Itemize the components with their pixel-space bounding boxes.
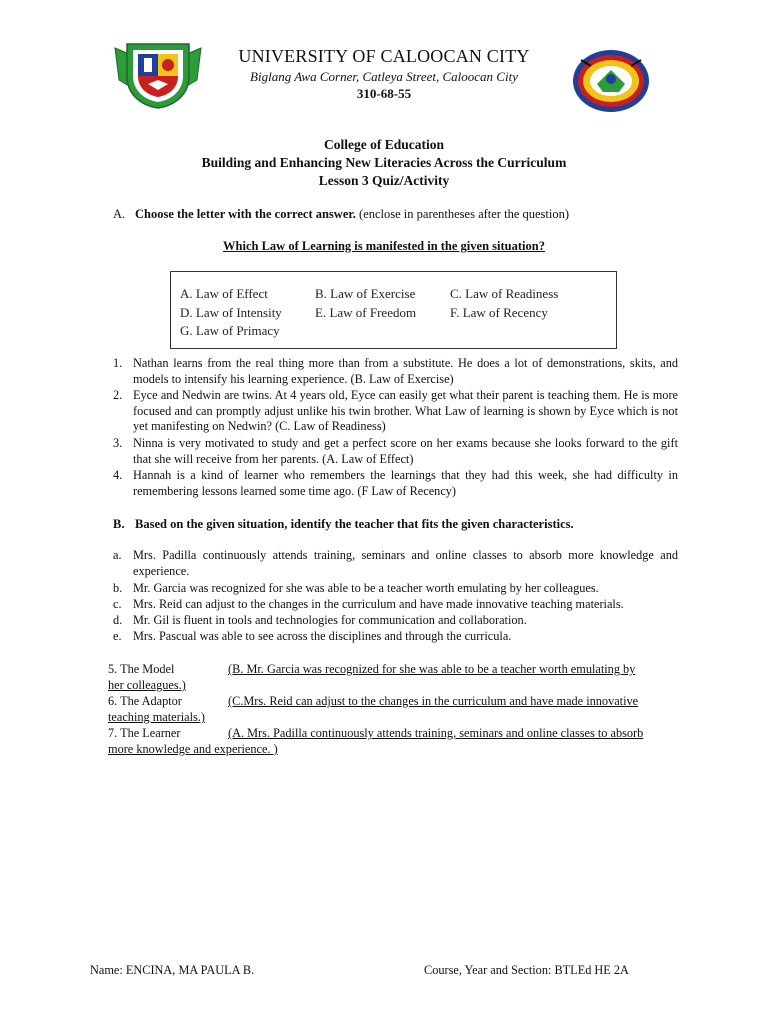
university-address: Biglang Awa Corner, Catleya Street, Caloocan City (250, 69, 518, 84)
section-b-instruction (113, 517, 574, 532)
course-title: Building and Enhancing New Literacies Across the Curriculum (201, 155, 567, 170)
section-b-list (113, 548, 678, 648)
choice-d: D. Law of Intensity (180, 305, 282, 320)
list-item: d. Mr. Gil is fluent in tools and technologies for communication and collaboration. (113, 613, 527, 627)
choice-a: A. Law of Effect (180, 286, 268, 301)
list-item: 4. Hannah is a kind of learner who remembers the learnings that they had this week, she had difficulty in remembering lessons learned some time ago. (F Law of Recency) (113, 468, 678, 498)
choices-box (170, 271, 617, 349)
list-item: 3. Ninna is very motivated to study and get a perfect score on her exams because she looks forward to the gift that she will receive from her parents. (A. Law of Effect) (113, 436, 678, 466)
answer-label-model: 5. The Model (108, 662, 175, 676)
list-item: 2. Eyce and Nedwin are twins. At 4 years old, Eyce can easily get what their parent is teaching them. He is more focused and can promptly adjust unlike his twin brother. What Law of learning is shown by Eyce which is not yet manifesting on Nedwin? (C. Law of Readiness) (113, 388, 678, 433)
lesson-title: Lesson 3 Quiz/Activity (318, 173, 450, 188)
section-a-instruction (113, 207, 569, 222)
answer-line-model: (B. Mr. Garcia was recognized for she was able to be a teacher worth emulating by (228, 662, 636, 676)
choice-f: F. Law of Recency (450, 305, 548, 320)
choice-c: C. Law of Readiness (450, 286, 559, 301)
section-b-letter: B. (113, 517, 125, 531)
college-title: College of Education (324, 137, 444, 152)
list-item: a. Mrs. Padilla continuously attends training, seminars and online classes to absorb more knowledge and experience. (113, 548, 678, 578)
section-a-letter: A. (113, 207, 126, 221)
list-item: c. Mrs. Reid can adjust to the changes in the curriculum and have made innovative teaching materials. (113, 597, 624, 611)
course-section: Course, Year and Section: BTLEd HE 2A (424, 963, 629, 977)
answer-label-learner: 7. The Learner (108, 726, 181, 740)
choice-e: E. Law of Freedom (315, 305, 417, 320)
answer-cont-learner: more knowledge and experience. ) (108, 742, 278, 756)
answer-cont-model: her colleagues.) (108, 678, 186, 692)
section-a-list (113, 356, 678, 506)
student-name: Name: ENCINA, MA PAULA B. (90, 963, 255, 977)
answer-label-adaptor: 6. The Adaptor (108, 694, 182, 708)
list-item: 1. Nathan learns from the real thing more than from a substitute. He does a lot of demonstrations, skits, and models to intensify his learning experience. (B. Law of Exercise) (113, 356, 678, 386)
choice-g: G. Law of Primacy (180, 323, 280, 338)
answer-cont-adaptor: teaching materials.) (108, 710, 205, 724)
choice-b: B. Law of Exercise (315, 286, 416, 301)
answer-line-learner: (A. Mrs. Padilla continuously attends training, seminars and online classes to absorb (228, 726, 644, 740)
list-item: b. Mr. Garcia was recognized for she was able to be a teacher worth emulating by her colleagues. (113, 581, 599, 595)
section-a-instruction-bold: Choose the letter with the correct answer. (135, 207, 356, 221)
section-a-instruction-rest: (enclose in parentheses after the question) (355, 207, 570, 221)
university-name: UNIVERSITY OF CALOOCAN CITY (238, 46, 530, 66)
university-phone: 310-68-55 (356, 86, 412, 101)
section-a-question: Which Law of Learning is manifested in the given situation? (223, 239, 545, 253)
answer-line-adaptor: (C.Mrs. Reid can adjust to the changes in the curriculum and have made innovative (228, 694, 639, 708)
list-item: e. Mrs. Pascual was able to see across the disciplines and through the curricula. (113, 629, 512, 643)
section-b-instruction-text: Based on the given situation, identify the teacher that fits the given characteristics. (135, 517, 574, 531)
